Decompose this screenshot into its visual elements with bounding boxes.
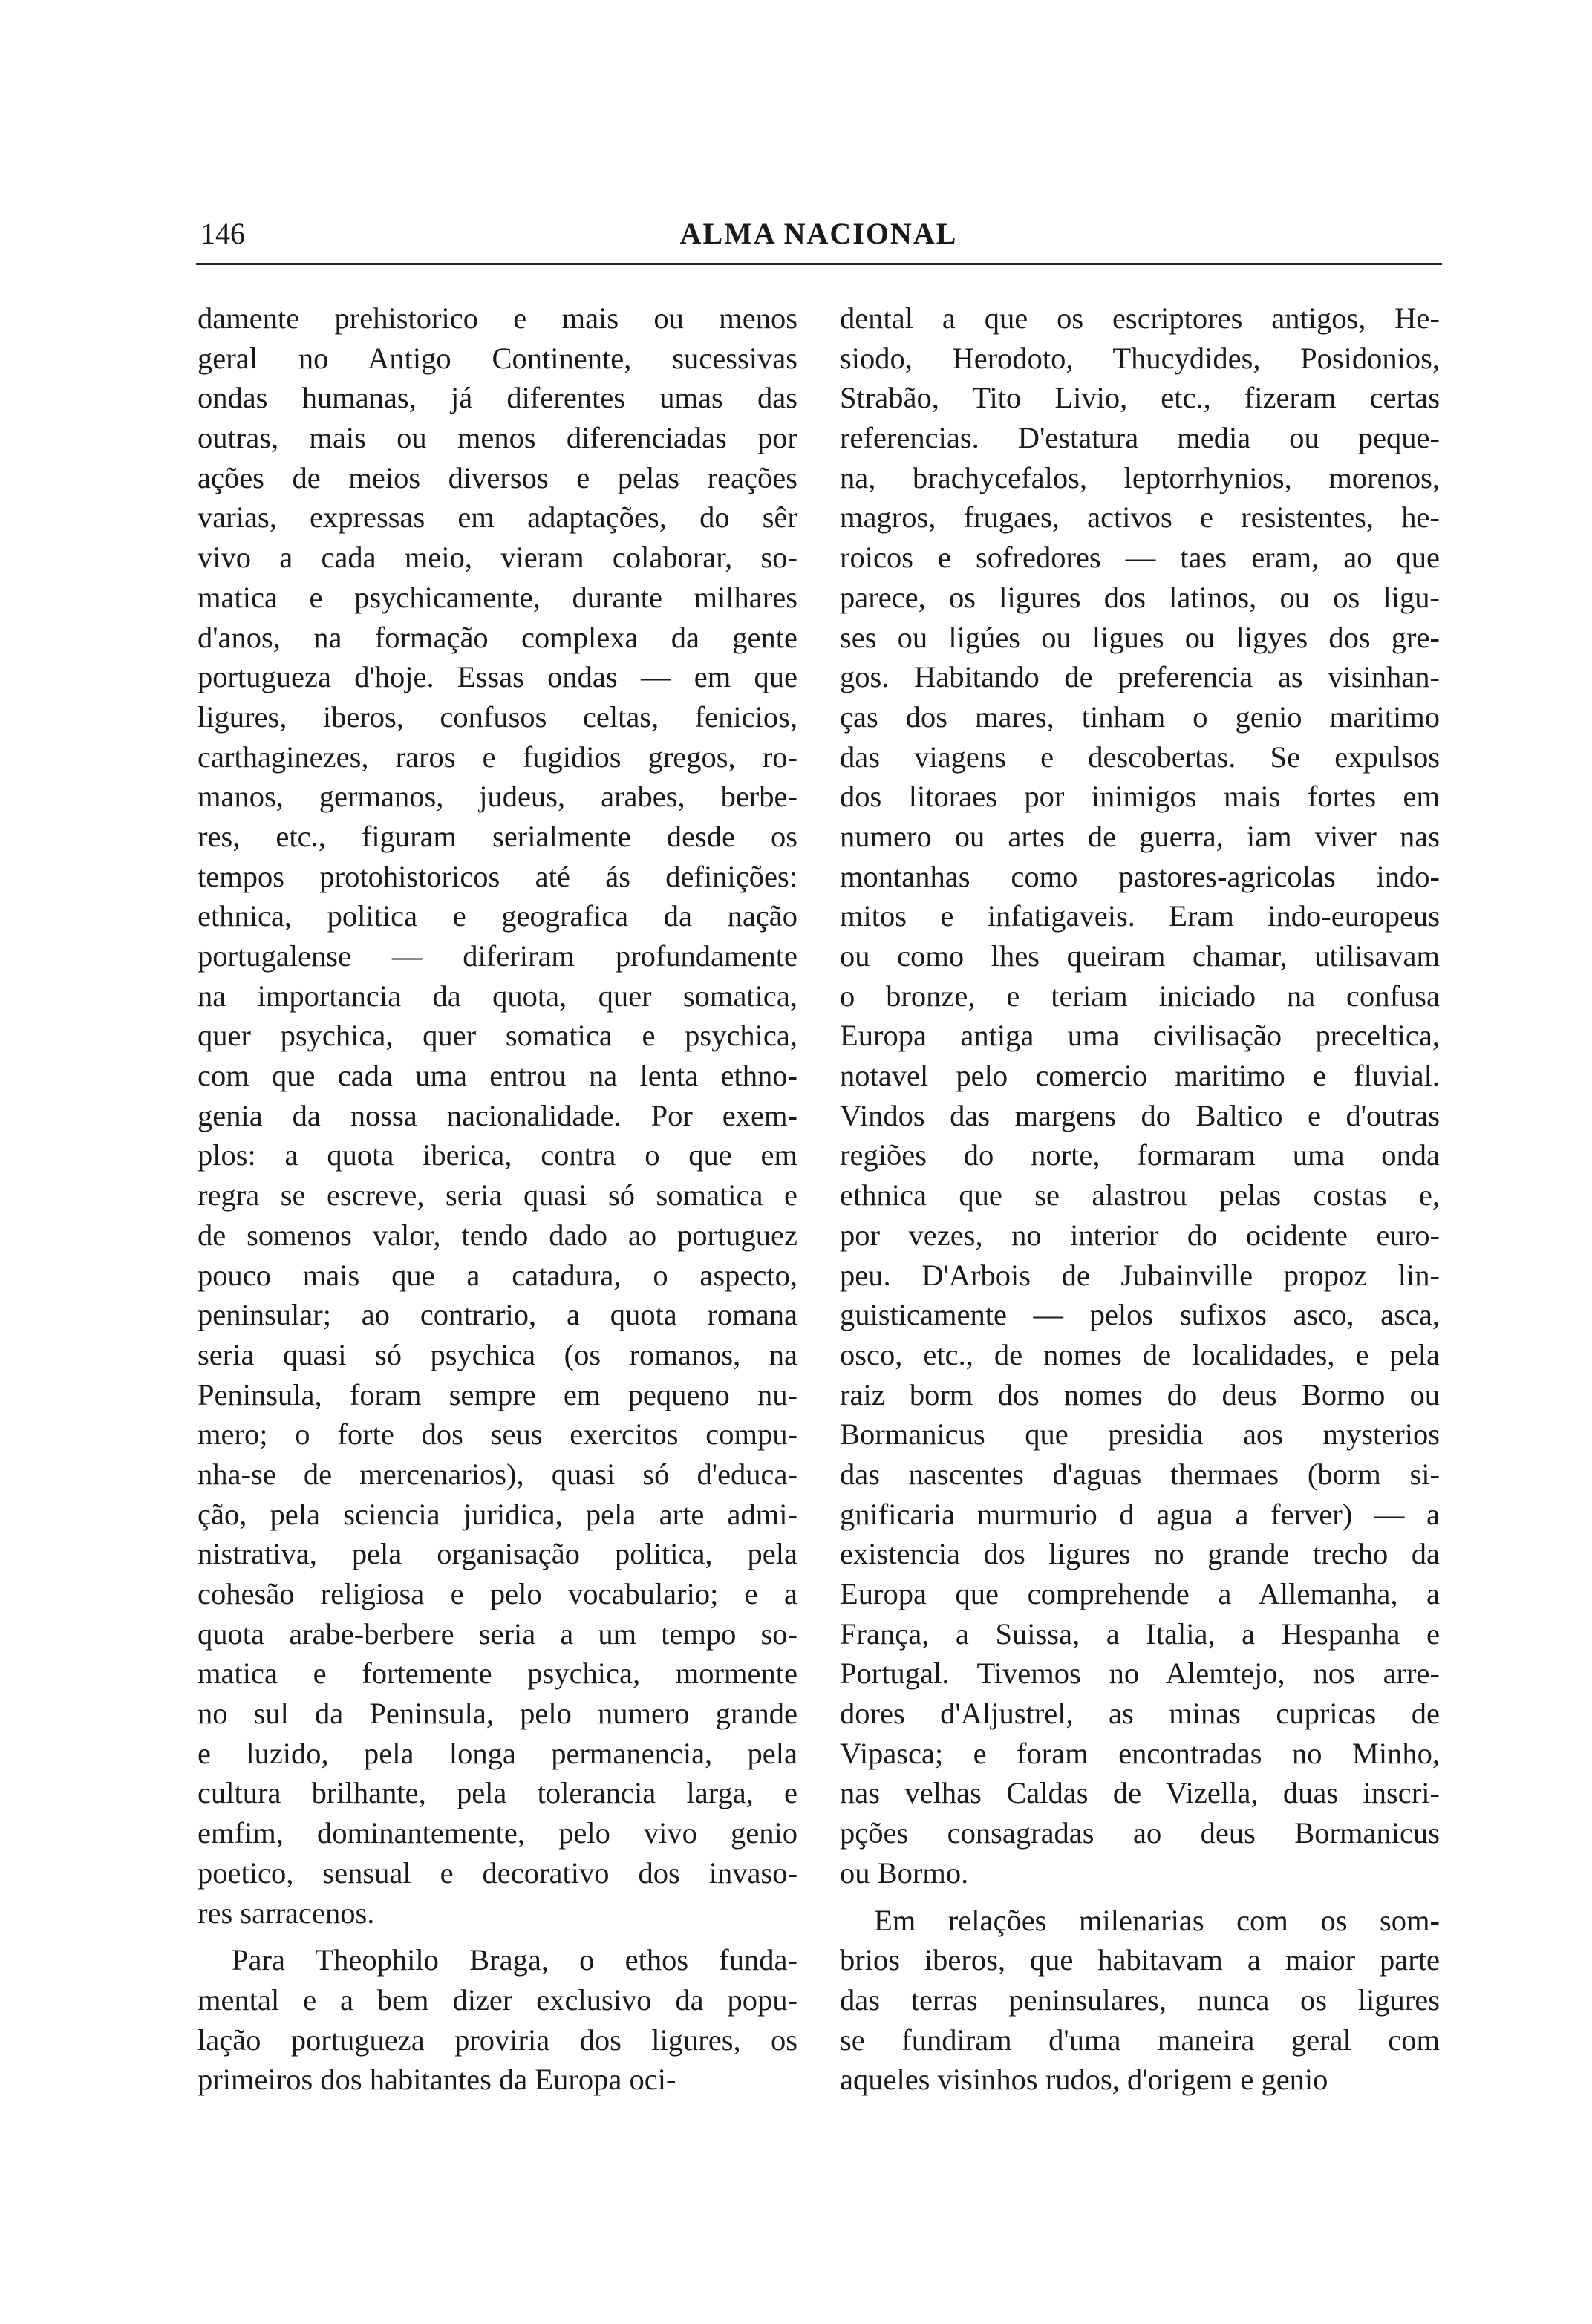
text-line: ou como lhes queiram chamar, utilisavam bbox=[840, 939, 1440, 973]
text-line: existencia dos ligures no grande trecho da bbox=[840, 1537, 1440, 1571]
text-line: com que cada uma entrou na lenta ethno- bbox=[198, 1059, 797, 1093]
text-line: regiões do norte, formaram uma onda bbox=[840, 1138, 1440, 1172]
text-line: res sarracenos. bbox=[198, 1896, 375, 1930]
text-line: mero; o forte dos seus exercitos compu- bbox=[198, 1417, 797, 1452]
text-line: quota arabe-berbere seria a um tempo so- bbox=[198, 1616, 797, 1651]
text-line: das nascentes d'aguas thermaes (borm si- bbox=[840, 1457, 1440, 1491]
text-line: nistrativa, pela organisação politica, pela bbox=[198, 1537, 797, 1571]
text-line: na importancia da quota, quer somatica, bbox=[198, 979, 797, 1013]
text-line: geral no Antigo Continente, sucessivas bbox=[198, 341, 797, 375]
text-line: se fundiram d'uma maneira geral com bbox=[840, 2023, 1440, 2057]
text-line: pções consagradas ao deus Bormanicus bbox=[840, 1816, 1440, 1850]
text-line: portugueza d'hoje. Essas ondas — em que bbox=[198, 660, 797, 694]
text-line: cohesão religiosa e pelo vocabulario; e a bbox=[198, 1577, 797, 1610]
text-line: na, brachycefalos, leptorrhynios, morenos, bbox=[840, 460, 1440, 494]
text-line: ondas humanas, já diferentes umas das bbox=[198, 381, 797, 415]
text-line: cultura brilhante, pela tolerancia larga, e bbox=[198, 1776, 797, 1810]
text-line: vivo a cada meio, vieram colaborar, so- bbox=[198, 541, 797, 575]
text-line: ethnica que se alastrou pelas costas e, bbox=[840, 1178, 1440, 1212]
text-line: ligures, iberos, confusos celtas, fenicios, bbox=[198, 699, 797, 734]
text-line: Strabão, Tito Livio, etc., fizeram certas bbox=[840, 381, 1440, 415]
text-line: ção, pela sciencia juridica, pela arte admi- bbox=[198, 1497, 797, 1531]
text-line: dos litoraes por inimigos mais fortes em bbox=[840, 780, 1440, 814]
text-line: roicos e sofredores — taes eram, ao que bbox=[840, 541, 1440, 575]
text-line: gnificaria murmurio d agua a ferver) — a bbox=[840, 1497, 1440, 1531]
text-line: portugalense — diferiram profundamente bbox=[198, 939, 797, 973]
text-line: parece, os ligures dos latinos, ou os ligu- bbox=[840, 580, 1440, 614]
text-line: pouco mais que a catadura, o aspecto, bbox=[198, 1258, 797, 1292]
header-rule bbox=[196, 263, 1442, 265]
text-line: notavel pelo comercio maritimo e fluvial. bbox=[840, 1059, 1440, 1093]
text-line: matica e psychicamente, durante milhares bbox=[198, 580, 797, 614]
text-line: res, etc., figuram serialmente desde os bbox=[198, 819, 797, 853]
text-line: magros, frugaes, activos e resistentes, he- bbox=[840, 500, 1440, 535]
text-line: gos. Habitando de preferencia as visinhan- bbox=[840, 660, 1440, 694]
text-line: varias, expressas em adaptações, do sêr bbox=[198, 500, 797, 535]
left-column bbox=[198, 298, 797, 2100]
text-line: outras, mais ou menos diferenciadas por bbox=[198, 421, 797, 455]
text-line: regra se escreve, seria quasi só somatica e bbox=[198, 1178, 797, 1212]
text-line: poetico, sensual e decorativo dos invaso- bbox=[198, 1855, 797, 1890]
text-line: lação portugueza proviria dos ligures, os bbox=[198, 2023, 797, 2057]
text-line: brios iberos, que habitavam a maior parte bbox=[840, 1943, 1440, 1977]
text-line: Vipasca; e foram encontradas no Minho, bbox=[840, 1736, 1440, 1770]
text-line: siodo, Herodoto, Thucydides, Posidonios, bbox=[840, 341, 1440, 375]
text-line: nas velhas Caldas de Vizella, duas inscri- bbox=[840, 1776, 1440, 1810]
text-line: Europa que comprehende a Allemanha, a bbox=[840, 1577, 1440, 1610]
text-line: referencias. D'estatura media ou peque- bbox=[840, 421, 1440, 455]
text-line: dores d'Aljustrel, as minas cupricas de bbox=[840, 1697, 1440, 1731]
text-line: damente prehistorico e mais ou menos bbox=[198, 301, 797, 335]
text-line: ações de meios diversos e pelas reações bbox=[198, 460, 797, 494]
text-line: manos, germanos, judeus, arabes, berbe- bbox=[198, 780, 797, 814]
text-line: das viagens e descobertas. Se expulsos bbox=[840, 740, 1440, 774]
text-line: quer psychica, quer somatica e psychica, bbox=[198, 1019, 797, 1053]
text-line: Peninsula, foram sempre em pequeno nu- bbox=[198, 1377, 797, 1411]
text-line: carthaginezes, raros e fugidios gregos, ro- bbox=[198, 740, 797, 774]
text-line: ças dos mares, tinham o genio maritimo bbox=[840, 699, 1440, 734]
text-line: genia da nossa nacionalidade. Por exem- bbox=[198, 1098, 797, 1132]
running-head bbox=[200, 210, 1437, 264]
text-line: tempos protohistoricos até ás definições: bbox=[198, 859, 797, 893]
text-line: peu. D'Arbois de Jubainville propoz lin- bbox=[840, 1258, 1440, 1292]
text-line: Europa antiga uma civilisação preceltica, bbox=[840, 1019, 1440, 1053]
text-line: guisticamente — pelos sufixos asco, asca, bbox=[840, 1298, 1440, 1332]
text-line: o bronze, e teriam iniciado na confusa bbox=[840, 979, 1440, 1013]
text-line: ethnica, politica e geografica da nação bbox=[198, 899, 797, 933]
text-line: ses ou ligúes ou ligues ou ligyes dos gre- bbox=[840, 620, 1440, 654]
text-line: no sul da Peninsula, pelo numero grande bbox=[198, 1697, 797, 1731]
text-line: e luzido, pela longa permanencia, pela bbox=[198, 1736, 797, 1770]
text-line: de somenos valor, tendo dado ao portuguez bbox=[198, 1218, 797, 1252]
text-line: montanhas como pastores-agricolas indo- bbox=[840, 859, 1440, 893]
text-line: emfim, dominantemente, pelo vivo genio bbox=[198, 1816, 797, 1850]
text-line: dental a que os escriptores antigos, He- bbox=[840, 301, 1440, 335]
text-line: das terras peninsulares, nunca os ligures bbox=[840, 1982, 1440, 2017]
text-line: d'anos, na formação complexa da gente bbox=[198, 620, 797, 654]
text-line: seria quasi só psychica (os romanos, na bbox=[198, 1337, 797, 1371]
right-column bbox=[840, 298, 1440, 2100]
text-line: raiz borm dos nomes do deus Bormo ou bbox=[840, 1377, 1440, 1411]
text-line: nha-se de mercenarios), quasi só d'educa- bbox=[198, 1457, 797, 1491]
text-line: matica e fortemente psychica, mormente bbox=[198, 1656, 797, 1691]
text-line: numero ou artes de guerra, iam viver nas bbox=[840, 819, 1440, 853]
text-line: mental e a bem dizer exclusivo da popu- bbox=[198, 1982, 797, 2017]
text-line: ou Bormo. bbox=[840, 1855, 969, 1890]
text-line: peninsular; ao contrario, a quota romana bbox=[198, 1298, 797, 1332]
text-line: França, a Suissa, a Italia, a Hespanha e bbox=[840, 1616, 1440, 1651]
text-line: Portugal. Tivemos no Alemtejo, nos arre- bbox=[840, 1656, 1440, 1691]
text-line: aqueles visinhos rudos, d'origem e genio bbox=[840, 2063, 1328, 2097]
text-line: Em relações milenarias com os som- bbox=[874, 1903, 1440, 1937]
text-line: osco, etc., de nomes de localidades, e pela bbox=[840, 1337, 1440, 1371]
text-line: Bormanicus que presidia aos mysterios bbox=[840, 1417, 1440, 1452]
page-number: 146 bbox=[200, 217, 245, 250]
text-line: primeiros dos habitantes da Europa oci- bbox=[198, 2063, 676, 2097]
text-line: Para Theophilo Braga, o ethos funda- bbox=[232, 1943, 797, 1977]
running-title: ALMA NACIONAL bbox=[679, 217, 958, 250]
text-line: plos: a quota iberica, contra o que em bbox=[198, 1138, 797, 1172]
text-line: por vezes, no interior do ocidente euro- bbox=[840, 1218, 1440, 1252]
text-line: Vindos das margens do Baltico e d'outras bbox=[840, 1098, 1440, 1132]
text-line: mitos e infatigaveis. Eram indo-europeus bbox=[840, 899, 1440, 933]
